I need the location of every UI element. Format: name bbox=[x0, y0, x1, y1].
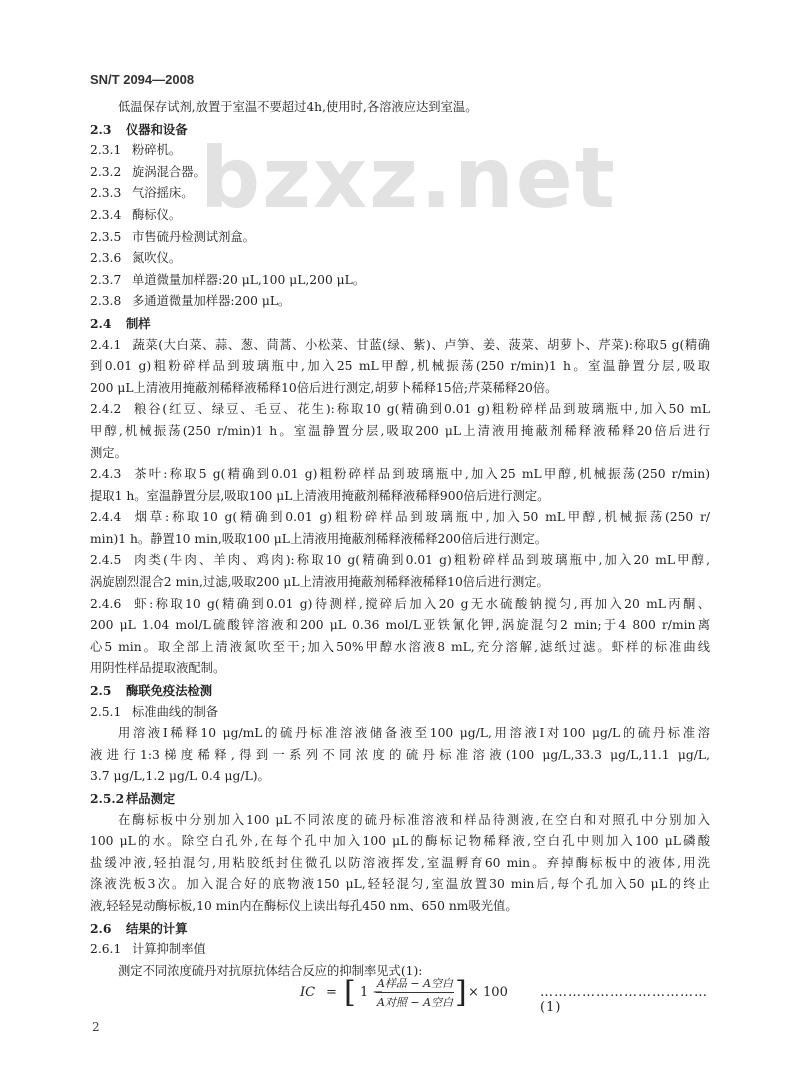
line-text: 结果的计算 bbox=[126, 920, 188, 936]
line-text: 茶叶:称取5 g(精确到0.01 g)粗粉碎样品到玻璃瓶中,加入25 mL甲醇,机械振荡(250 r/min) bbox=[132, 467, 710, 482]
line-text: 测定。 bbox=[90, 445, 127, 460]
text-line bbox=[90, 248, 710, 270]
line-text: 粮谷(红豆、绿豆、毛豆、花生):称取10 g(精确到0.01 g)粗粉碎样品到玻璃瓶中,加入50 mL bbox=[132, 402, 710, 417]
text-line bbox=[90, 183, 710, 205]
clause-number: 2.5 bbox=[90, 683, 112, 699]
clause-number: 2.3 bbox=[90, 121, 112, 137]
clause-number: 2.5.1 bbox=[90, 704, 122, 719]
text-line bbox=[90, 745, 710, 767]
text-line bbox=[90, 529, 710, 551]
text-line bbox=[90, 550, 710, 572]
text-line bbox=[90, 486, 710, 508]
text-line bbox=[90, 378, 710, 400]
line-text: 3.7 μg/L,1.2 μg/L 0.4 μg/L)。 bbox=[90, 769, 270, 784]
line-text: 氮吹仪。 bbox=[132, 251, 182, 266]
text-line bbox=[90, 874, 710, 896]
line-text: 涡旋剧烈混合2 min,过滤,吸取200 μL上清液用掩蔽剂稀释液稀释10倍后进行测定。 bbox=[90, 575, 549, 590]
section-heading bbox=[90, 119, 710, 141]
formula-numerator: A样品 − A空白 bbox=[376, 975, 454, 993]
text-line bbox=[90, 162, 710, 184]
line-text: 仪器和设备 bbox=[126, 121, 188, 137]
clause-number: 2.5.2 bbox=[90, 791, 125, 806]
text-line bbox=[90, 507, 710, 529]
line-text: 到0.01 g)粗粉碎样品到玻璃瓶中,加入25 mL甲醇,机械振荡(250 r/min)1 h。室温静置分层,吸取 bbox=[90, 359, 710, 374]
clause-number: 2.3.4 bbox=[90, 207, 122, 222]
text-line bbox=[90, 205, 710, 227]
text-line bbox=[90, 335, 710, 357]
text-line bbox=[90, 939, 710, 961]
clause-number: 2.3.1 bbox=[90, 143, 122, 158]
line-text: 多通道微量加样器:200 μL。 bbox=[132, 294, 291, 309]
clause-number: 2.4.6 bbox=[90, 596, 122, 611]
line-text: 标准曲线的制备 bbox=[132, 704, 219, 719]
formula-equals: = bbox=[326, 985, 337, 1000]
line-text: 肉类(牛肉、羊肉、鸡肉):称取10 g(精确到0.01 g)粗粉碎样品到玻璃瓶中,加入20 mL甲醇, bbox=[132, 553, 710, 568]
text-line bbox=[90, 615, 710, 637]
clause-number: 2.3.3 bbox=[90, 186, 122, 201]
text-line bbox=[90, 291, 710, 313]
line-text: 粉碎机。 bbox=[132, 143, 182, 158]
text-line bbox=[90, 702, 710, 724]
section-heading bbox=[90, 788, 710, 810]
text-line bbox=[90, 572, 710, 594]
clause-number: 2.4 bbox=[90, 315, 112, 331]
section-heading bbox=[90, 918, 710, 940]
watermark: bzxz.net bbox=[200, 129, 617, 227]
text-line bbox=[90, 831, 710, 853]
text-line bbox=[90, 399, 710, 421]
clause-number: 2.4.1 bbox=[90, 337, 122, 352]
line-text: 涤液洗板3次。加入混合好的底物液150 μL,轻轻混匀,室温放置30 min后,每个孔加入50 μL的终止 bbox=[90, 877, 710, 892]
page-number: 2 bbox=[92, 1020, 100, 1034]
line-text: 样品测定 bbox=[126, 791, 176, 806]
clause-number: 2.6 bbox=[90, 920, 112, 936]
clause-number: 2.6.1 bbox=[90, 942, 122, 957]
line-text: 蔬菜(大白菜、蒜、葱、茼蒿、小松菜、甘蓝(绿、紫)、卢笋、姜、菠菜、胡萝卜、芹菜):称取5 g(精确 bbox=[132, 337, 710, 352]
formula-denominator: A对照 − A空白 bbox=[376, 996, 454, 1009]
text-line bbox=[90, 594, 710, 616]
line-text: 市售硫丹检测试剂盒。 bbox=[132, 229, 255, 244]
line-text: 200 μL 1.04 mol/L硫酸锌溶液和200 μL 0.36 mol/L亚铁氰化钾,涡旋混匀2 min;于4 800 r/min离 bbox=[90, 618, 710, 633]
clause-number: 2.3.2 bbox=[90, 164, 122, 179]
formula-one: 1 − bbox=[360, 985, 384, 1000]
text-line bbox=[90, 723, 710, 745]
text-line bbox=[90, 658, 710, 680]
line-text: 心5 min。取全部上清液氮吹至干;加入50%甲醇水溶液8 mL,充分溶解,滤纸过滤。虾样的标准曲线 bbox=[90, 639, 710, 654]
text-line bbox=[90, 810, 710, 832]
clause-number: 2.3.5 bbox=[90, 229, 122, 244]
line-text: 酶标仪。 bbox=[132, 207, 182, 222]
equation-1 bbox=[300, 973, 710, 1017]
line-text: 甲醇,机械振荡(250 r/min)1 h。室温静置分层,吸取200 μL上清液用掩蔽剂稀释液稀释20倍后进行 bbox=[90, 423, 710, 438]
clause-number: 2.3.6 bbox=[90, 251, 122, 266]
line-text: 计算抑制率值 bbox=[132, 942, 206, 957]
line-text: 200 μL上清液用掩蔽剂稀释液稀释10倍后进行测定,胡萝卜稀释15倍;芹菜稀释20倍。 bbox=[90, 380, 558, 395]
line-text: 提取1 h。室温静置分层,吸取100 μL上清液用掩蔽剂稀释液稀释900倍后进行测定。 bbox=[90, 488, 550, 503]
formula-number: ………………………………(1) bbox=[540, 985, 708, 1015]
clause-number: 2.4.3 bbox=[90, 467, 122, 482]
line-text: 旋涡混合器。 bbox=[132, 164, 206, 179]
clause-number: 2.4.4 bbox=[90, 510, 122, 525]
formula-right-bracket: ] bbox=[455, 975, 467, 1010]
line-text: 液进行1:3梯度稀释,得到一系列不同浓度的硫丹标准溶液(100 μg/L,33.3 μg/L,11.1 μg/L, bbox=[90, 747, 710, 762]
text-line bbox=[90, 637, 710, 659]
line-text: 用阴性样品提取液配制。 bbox=[90, 661, 226, 676]
text-line bbox=[90, 227, 710, 249]
text-line bbox=[90, 853, 710, 875]
text-line bbox=[90, 270, 710, 292]
text-line bbox=[90, 464, 710, 486]
clause-number: 2.4.2 bbox=[90, 402, 122, 417]
line-text: 气浴摇床。 bbox=[132, 186, 194, 201]
formula-times: × 100 bbox=[468, 985, 508, 1000]
clause-number: 2.3.7 bbox=[90, 272, 122, 287]
clause-number: 2.4.5 bbox=[90, 553, 122, 568]
line-text: 单道微量加样器:20 μL,100 μL,200 μL。 bbox=[132, 272, 366, 287]
text-line bbox=[90, 140, 710, 162]
line-text: 液,轻轻晃动酶标板,10 min内在酶标仪上读出每孔450 nm、650 nm吸光值。 bbox=[90, 898, 518, 913]
line-text: 烟草:称取10 g(精确到0.01 g)粗粉碎样品到玻璃瓶中,加入50 mL甲醇,机械振荡(250 r/ bbox=[132, 510, 710, 525]
text-line bbox=[90, 97, 710, 119]
line-text: 在酶标板中分别加入100 μL不同浓度的硫丹标准溶液和样品待测液,在空白和对照孔中分别加入 bbox=[118, 812, 710, 827]
line-text: 100 μL的水。除空白孔外,在每个孔中加入100 μL的酶标记物稀释液,空白孔中则加入100 μL磷酸 bbox=[90, 834, 710, 849]
line-text: min)1 h。静置10 min,吸取100 μL上清液用掩蔽剂稀释液稀释200倍后进行测定。 bbox=[90, 531, 548, 546]
line-text: 酶联免疫法检测 bbox=[126, 683, 213, 699]
line-text: 盐缓冲液,轻拍混匀,用粘胶纸封住微孔以防溶液挥发,室温孵育60 min。弃掉酶标板中的液体,用洗 bbox=[90, 855, 710, 870]
line-text: 测定不同浓度硫丹对抗原抗体结合反应的抑制率见式(1): bbox=[118, 963, 423, 978]
formula-fraction bbox=[376, 975, 454, 1010]
body-text bbox=[90, 97, 710, 982]
line-text: 用溶液Ⅰ稀释10 μg/mL的硫丹标准溶液储备液至100 μg/L,用溶液Ⅰ对100 μg/L的硫丹标准溶 bbox=[118, 726, 710, 741]
line-text: 低温保存试剂,放置于室温不要超过4h,使用时,各溶液应达到室温。 bbox=[118, 100, 478, 114]
line-text: 制样 bbox=[126, 315, 151, 331]
clause-number: 2.3.8 bbox=[90, 294, 122, 309]
section-heading bbox=[90, 680, 710, 702]
text-line bbox=[90, 421, 710, 443]
text-line bbox=[90, 766, 710, 788]
formula-left-bracket: [ bbox=[344, 975, 356, 1010]
section-heading bbox=[90, 313, 710, 335]
line-text: 虾:称取10 g(精确到0.01 g)待测样,搅碎后加入20 g无水硫酸钠搅匀,再加入20 mL丙酮、 bbox=[132, 596, 710, 611]
formula-lhs: IC bbox=[300, 985, 316, 1000]
text-line bbox=[90, 356, 710, 378]
document-code: SN/T 2094—2008 bbox=[90, 72, 195, 87]
text-line bbox=[90, 896, 710, 918]
text-line bbox=[90, 443, 710, 465]
